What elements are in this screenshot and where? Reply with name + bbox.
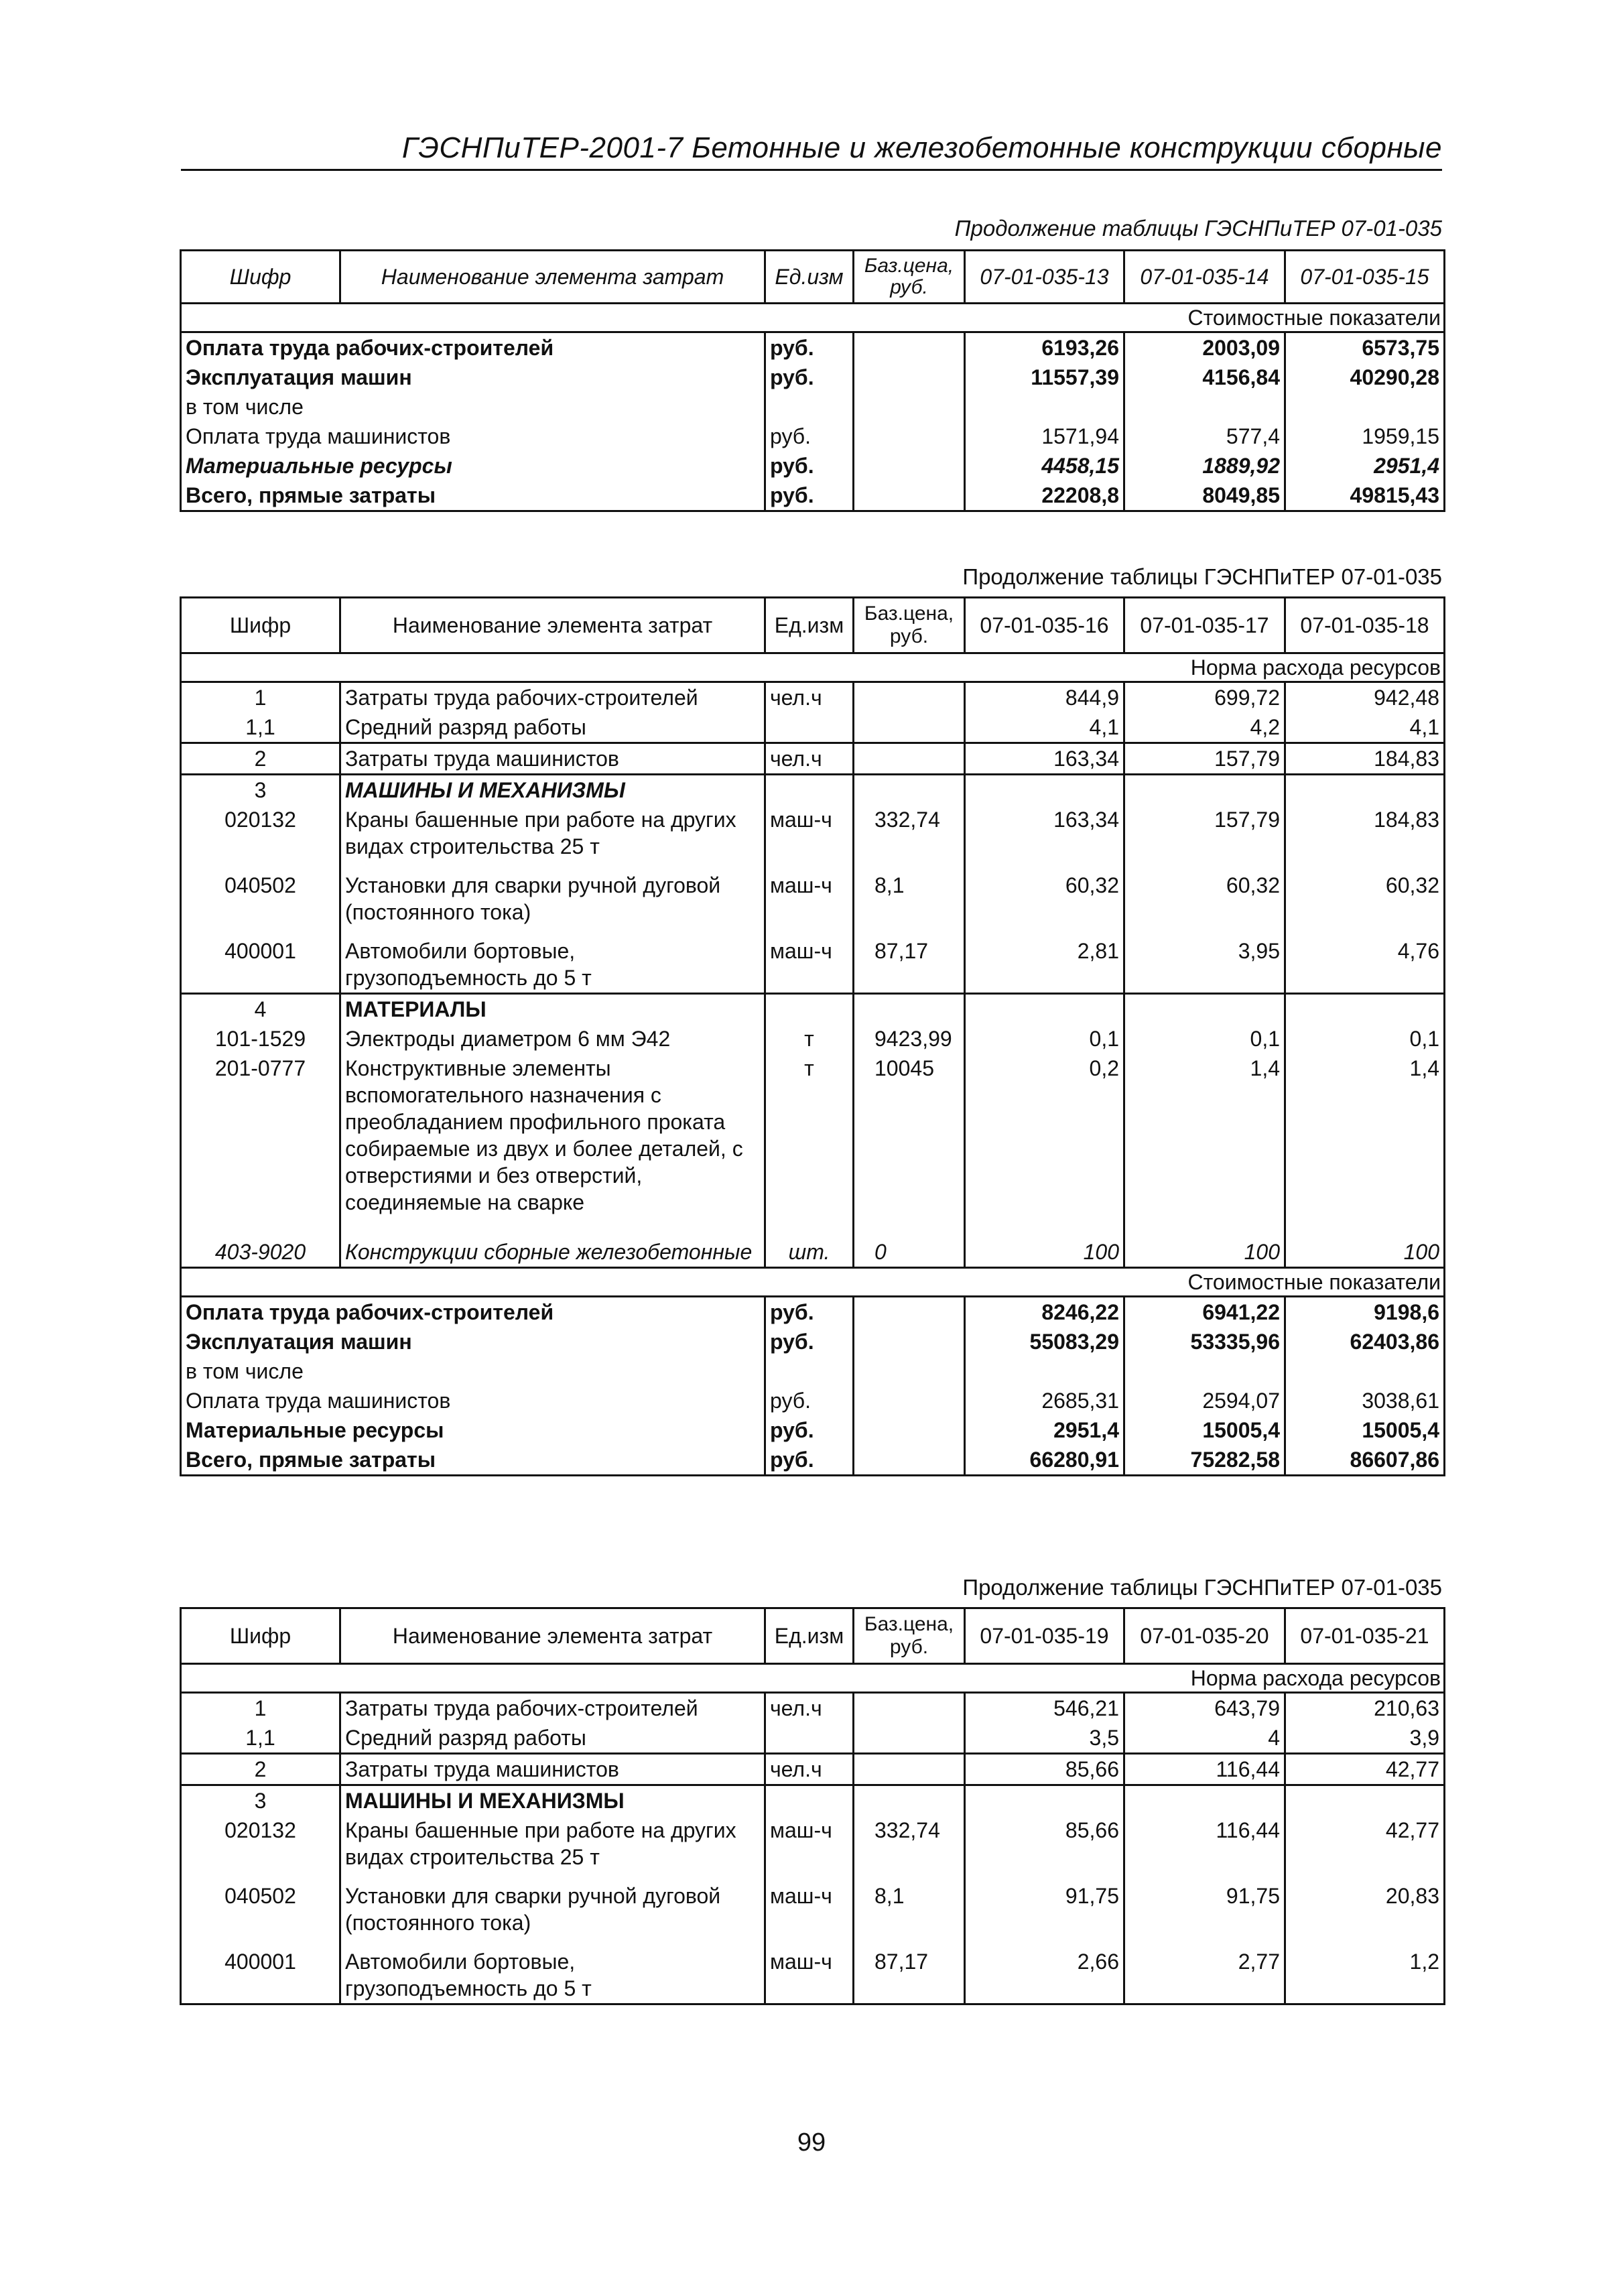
row-v2: 116,44 <box>1124 1754 1285 1785</box>
row-price: 8,1 <box>854 871 965 936</box>
row-price: 87,17 <box>854 1947 965 2004</box>
row-v1: 2951,4 <box>965 1415 1124 1445</box>
row-unit: руб. <box>765 451 854 481</box>
row-code: 2 <box>181 743 340 775</box>
row-unit: маш-ч <box>765 1815 854 1881</box>
row-code: 201-0777 <box>181 1054 340 1237</box>
row-unit: маш-ч <box>765 1881 854 1947</box>
head-col1: 07-01-035-16 <box>965 598 1124 653</box>
row-name: Конструкции сборные железобетонные <box>340 1237 765 1268</box>
table-row <box>181 451 1445 481</box>
row-v1: 3,5 <box>965 1723 1124 1754</box>
row-name: Конструктивные элементы вспомогательного назначения с преобладанием профильного проката собираемые из двух и более деталей, с отверстиями и без отверстий, соединяемые на сварке <box>340 1054 765 1237</box>
subheader-costs: Стоимостные показатели <box>181 1268 1445 1297</box>
row-unit: маш-ч <box>765 805 854 871</box>
head-name: Наименование элемента затрат <box>340 1608 765 1664</box>
section-row <box>181 775 1445 806</box>
table-row <box>181 332 1445 363</box>
row-code: 3 <box>181 775 340 806</box>
row-v1: 1571,94 <box>965 422 1124 451</box>
row-v2: 4 <box>1124 1723 1285 1754</box>
row-v3: 60,32 <box>1285 871 1445 936</box>
table-row <box>181 805 1445 871</box>
table1 <box>180 249 1445 512</box>
row-code: 2 <box>181 1754 340 1785</box>
head-code: Шифр <box>181 598 340 653</box>
row-price <box>854 481 965 511</box>
row-name: Оплата труда машинистов <box>181 422 765 451</box>
row-code: 4 <box>181 994 340 1025</box>
head-name: Наименование элемента затрат <box>340 251 765 304</box>
table-row <box>181 1054 1445 1237</box>
row-v2: 75282,58 <box>1124 1445 1285 1476</box>
row-price: 8,1 <box>854 1881 965 1947</box>
row-v2 <box>1124 392 1285 422</box>
row-v3: 210,63 <box>1285 1693 1445 1724</box>
table-row <box>181 1356 1445 1386</box>
row-name: Автомобили бортовые, грузоподъемность до 5 т <box>340 936 765 994</box>
row-code: 101-1529 <box>181 1024 340 1054</box>
table-row <box>181 1415 1445 1445</box>
table-row <box>181 1815 1445 1881</box>
table1-caption: Продолжение таблицы ГЭСНПиТЕР 07-01-035 <box>954 216 1442 241</box>
table-row <box>181 682 1445 713</box>
row-v2: 60,32 <box>1124 871 1285 936</box>
row-name: Установки для сварки ручной дуговой (постоянного тока) <box>340 871 765 936</box>
row-price <box>854 422 965 451</box>
row-price: 10045 <box>854 1054 965 1237</box>
row-name: Эксплуатация машин <box>181 363 765 392</box>
head-code: Шифр <box>181 1608 340 1664</box>
head-price: Баз.цена, руб. <box>854 598 965 653</box>
row-unit: чел.ч <box>765 682 854 713</box>
table2 <box>180 596 1445 1476</box>
table-row <box>181 422 1445 451</box>
row-v2: 8049,85 <box>1124 481 1285 511</box>
row-v2: 643,79 <box>1124 1693 1285 1724</box>
row-v1: 55083,29 <box>965 1327 1124 1356</box>
head-col1: 07-01-035-19 <box>965 1608 1124 1664</box>
running-header: ГЭСНПиТЕР-2001-7 Бетонные и железобетонные конструкции сборные <box>401 131 1442 164</box>
row-v2: 1,4 <box>1124 1054 1285 1237</box>
row-unit <box>765 1356 854 1386</box>
row-v1: 91,75 <box>965 1881 1124 1947</box>
subheader-norms: Норма расхода ресурсов <box>181 1664 1445 1693</box>
row-code: 040502 <box>181 1881 340 1947</box>
page-number: 99 <box>797 2128 826 2157</box>
row-name: Оплата труда рабочих-строителей <box>181 332 765 363</box>
row-v1: 4,1 <box>965 712 1124 743</box>
table-row <box>181 363 1445 392</box>
table3-head-row <box>181 1608 1445 1664</box>
row-unit: руб. <box>765 1445 854 1476</box>
row-v3: 942,48 <box>1285 682 1445 713</box>
row-v3: 42,77 <box>1285 1815 1445 1881</box>
row-unit <box>765 392 854 422</box>
row-price <box>854 712 965 743</box>
row-price: 9423,99 <box>854 1024 965 1054</box>
row-v3: 86607,86 <box>1285 1445 1445 1476</box>
row-unit: т <box>765 1054 854 1237</box>
row-unit <box>765 712 854 743</box>
row-price <box>854 1723 965 1754</box>
row-name: Эксплуатация машин <box>181 1327 765 1356</box>
row-v2: 2003,09 <box>1124 332 1285 363</box>
table-row <box>181 1723 1445 1754</box>
row-v3: 6573,75 <box>1285 332 1445 363</box>
row-name: Средний разряд работы <box>340 712 765 743</box>
subheader-costs: Стоимостные показатели <box>181 304 1445 332</box>
row-name: Затраты труда машинистов <box>340 1754 765 1785</box>
table-row <box>181 481 1445 511</box>
row-v3: 1,4 <box>1285 1054 1445 1237</box>
row-v2: 157,79 <box>1124 805 1285 871</box>
row-name: Затраты труда машинистов <box>340 743 765 775</box>
row-name: Краны башенные при работе на других видах строительства 25 т <box>340 805 765 871</box>
row-v1: 60,32 <box>965 871 1124 936</box>
row-name: Материальные ресурсы <box>181 451 765 481</box>
row-v2: 6941,22 <box>1124 1297 1285 1328</box>
row-v1: 85,66 <box>965 1754 1124 1785</box>
row-v2 <box>1124 1356 1285 1386</box>
row-price: 332,74 <box>854 805 965 871</box>
row-unit: чел.ч <box>765 743 854 775</box>
row-v2: 100 <box>1124 1237 1285 1268</box>
head-col2: 07-01-035-14 <box>1124 251 1285 304</box>
row-name: Материальные ресурсы <box>181 1415 765 1445</box>
row-code: 403-9020 <box>181 1237 340 1268</box>
row-v2: 4,2 <box>1124 712 1285 743</box>
row-code: 400001 <box>181 936 340 994</box>
row-unit: чел.ч <box>765 1754 854 1785</box>
table-row <box>181 392 1445 422</box>
row-unit: руб. <box>765 363 854 392</box>
row-v1: 85,66 <box>965 1815 1124 1881</box>
row-v1: 66280,91 <box>965 1445 1124 1476</box>
row-price: 332,74 <box>854 1815 965 1881</box>
table-row <box>181 1327 1445 1356</box>
table-row <box>181 1386 1445 1415</box>
table2-caption: Продолжение таблицы ГЭСНПиТЕР 07-01-035 <box>962 564 1442 589</box>
row-v2: 53335,96 <box>1124 1327 1285 1356</box>
table-row <box>181 1881 1445 1947</box>
row-unit: руб. <box>765 481 854 511</box>
row-price <box>854 363 965 392</box>
row-v1: 2,66 <box>965 1947 1124 2004</box>
row-v3: 184,83 <box>1285 743 1445 775</box>
row-price <box>854 682 965 713</box>
section-row <box>181 994 1445 1025</box>
row-v1: 163,34 <box>965 805 1124 871</box>
row-v2: 699,72 <box>1124 682 1285 713</box>
table-row <box>181 743 1445 775</box>
head-unit: Ед.изм <box>765 1608 854 1664</box>
table-row <box>181 1754 1445 1785</box>
row-code: 400001 <box>181 1947 340 2004</box>
row-v3: 1,2 <box>1285 1947 1445 2004</box>
row-name: Затраты труда рабочих-строителей <box>340 682 765 713</box>
row-v1: 6193,26 <box>965 332 1124 363</box>
row-unit: маш-ч <box>765 1947 854 2004</box>
row-code: 3 <box>181 1785 340 1816</box>
row-name: Всего, прямые затраты <box>181 481 765 511</box>
row-v1: 2,81 <box>965 936 1124 994</box>
row-v1: 2685,31 <box>965 1386 1124 1415</box>
row-price: 0 <box>854 1237 965 1268</box>
row-name: Краны башенные при работе на других видах строительства 25 т <box>340 1815 765 1881</box>
table3 <box>180 1607 1445 2005</box>
row-unit: маш-ч <box>765 871 854 936</box>
row-v2: 157,79 <box>1124 743 1285 775</box>
head-col2: 07-01-035-20 <box>1124 1608 1285 1664</box>
row-v1 <box>965 1356 1124 1386</box>
row-unit: руб. <box>765 1386 854 1415</box>
row-price <box>854 332 965 363</box>
head-col2: 07-01-035-17 <box>1124 598 1285 653</box>
row-unit <box>765 1723 854 1754</box>
row-name: Электроды диаметром 6 мм Э42 <box>340 1024 765 1054</box>
head-unit: Ед.изм <box>765 598 854 653</box>
row-v2: 15005,4 <box>1124 1415 1285 1445</box>
row-v1: 8246,22 <box>965 1297 1124 1328</box>
row-v3 <box>1285 1356 1445 1386</box>
subheader-row <box>181 653 1445 682</box>
head-col3: 07-01-035-18 <box>1285 598 1445 653</box>
head-col3: 07-01-035-15 <box>1285 251 1445 304</box>
table-row <box>181 1297 1445 1328</box>
table-row <box>181 871 1445 936</box>
subheader-row <box>181 304 1445 332</box>
section-row <box>181 1785 1445 1816</box>
row-code: 1 <box>181 1693 340 1724</box>
row-v3: 4,1 <box>1285 712 1445 743</box>
row-unit: руб. <box>765 1327 854 1356</box>
row-v1: 0,2 <box>965 1054 1124 1237</box>
row-unit: чел.ч <box>765 1693 854 1724</box>
table-row <box>181 712 1445 743</box>
head-unit: Ед.изм <box>765 251 854 304</box>
row-v3: 42,77 <box>1285 1754 1445 1785</box>
row-price <box>854 451 965 481</box>
row-v3: 2951,4 <box>1285 451 1445 481</box>
row-v2: 1889,92 <box>1124 451 1285 481</box>
row-price <box>854 1754 965 1785</box>
row-price: 87,17 <box>854 936 965 994</box>
row-v3 <box>1285 392 1445 422</box>
table-row <box>181 1693 1445 1724</box>
head-col3: 07-01-035-21 <box>1285 1608 1445 1664</box>
subheader-norms: Норма расхода ресурсов <box>181 653 1445 682</box>
table-row <box>181 1445 1445 1476</box>
row-v1: 546,21 <box>965 1693 1124 1724</box>
row-v3: 4,76 <box>1285 936 1445 994</box>
head-col1: 07-01-035-13 <box>965 251 1124 304</box>
head-code: Шифр <box>181 251 340 304</box>
row-code: 1,1 <box>181 1723 340 1754</box>
row-v3: 0,1 <box>1285 1024 1445 1054</box>
subheader-row <box>181 1268 1445 1297</box>
row-v1: 11557,39 <box>965 363 1124 392</box>
row-name: в том числе <box>181 1356 765 1386</box>
row-unit: маш-ч <box>765 936 854 994</box>
row-v3: 3,9 <box>1285 1723 1445 1754</box>
table-row <box>181 936 1445 994</box>
row-price <box>854 743 965 775</box>
subheader-row <box>181 1664 1445 1693</box>
table-row <box>181 1024 1445 1054</box>
row-v2: 577,4 <box>1124 422 1285 451</box>
row-name: Автомобили бортовые, грузоподъемность до 5 т <box>340 1947 765 2004</box>
head-price: Баз.цена, руб. <box>854 251 965 304</box>
row-v2: 4156,84 <box>1124 363 1285 392</box>
row-name: Затраты труда рабочих-строителей <box>340 1693 765 1724</box>
row-v3: 100 <box>1285 1237 1445 1268</box>
row-v3: 184,83 <box>1285 805 1445 871</box>
head-price: Баз.цена, руб. <box>854 1608 965 1664</box>
row-v3: 20,83 <box>1285 1881 1445 1947</box>
row-v3: 62403,86 <box>1285 1327 1445 1356</box>
row-unit: руб. <box>765 332 854 363</box>
row-v2: 2,77 <box>1124 1947 1285 2004</box>
head-name: Наименование элемента затрат <box>340 598 765 653</box>
row-unit: руб. <box>765 1415 854 1445</box>
row-name: МАШИНЫ И МЕХАНИЗМЫ <box>340 1785 765 1816</box>
row-v3: 15005,4 <box>1285 1415 1445 1445</box>
row-price <box>854 392 965 422</box>
row-unit: т <box>765 1024 854 1054</box>
row-v1: 163,34 <box>965 743 1124 775</box>
row-v2: 91,75 <box>1124 1881 1285 1947</box>
table-row <box>181 1237 1445 1268</box>
row-v2: 2594,07 <box>1124 1386 1285 1415</box>
header-rule <box>181 169 1442 171</box>
row-name: Всего, прямые затраты <box>181 1445 765 1476</box>
row-v1: 22208,8 <box>965 481 1124 511</box>
row-name: в том числе <box>181 392 765 422</box>
row-v2: 0,1 <box>1124 1024 1285 1054</box>
row-v1: 0,1 <box>965 1024 1124 1054</box>
row-unit: руб. <box>765 422 854 451</box>
row-code: 1,1 <box>181 712 340 743</box>
row-v3: 9198,6 <box>1285 1297 1445 1328</box>
table1-head-row <box>181 251 1445 304</box>
row-unit: шт. <box>765 1237 854 1268</box>
row-v1: 4458,15 <box>965 451 1124 481</box>
table2-head-row <box>181 598 1445 653</box>
table3-caption: Продолжение таблицы ГЭСНПиТЕР 07-01-035 <box>962 1575 1442 1600</box>
row-name: МАШИНЫ И МЕХАНИЗМЫ <box>340 775 765 806</box>
row-code: 040502 <box>181 871 340 936</box>
row-unit: руб. <box>765 1297 854 1328</box>
table-row <box>181 1947 1445 2004</box>
row-name: Оплата труда рабочих-строителей <box>181 1297 765 1328</box>
row-code: 020132 <box>181 1815 340 1881</box>
row-v2: 3,95 <box>1124 936 1285 994</box>
row-price <box>854 1693 965 1724</box>
row-v3: 3038,61 <box>1285 1386 1445 1415</box>
row-v1 <box>965 392 1124 422</box>
row-v3: 40290,28 <box>1285 363 1445 392</box>
row-v1: 844,9 <box>965 682 1124 713</box>
row-v3: 1959,15 <box>1285 422 1445 451</box>
row-code: 1 <box>181 682 340 713</box>
row-code: 020132 <box>181 805 340 871</box>
row-name: Установки для сварки ручной дуговой (постоянного тока) <box>340 1881 765 1947</box>
row-v3: 49815,43 <box>1285 481 1445 511</box>
row-v1: 100 <box>965 1237 1124 1268</box>
row-name: МАТЕРИАЛЫ <box>340 994 765 1025</box>
row-v2: 116,44 <box>1124 1815 1285 1881</box>
row-name: Оплата труда машинистов <box>181 1386 765 1415</box>
row-name: Средний разряд работы <box>340 1723 765 1754</box>
